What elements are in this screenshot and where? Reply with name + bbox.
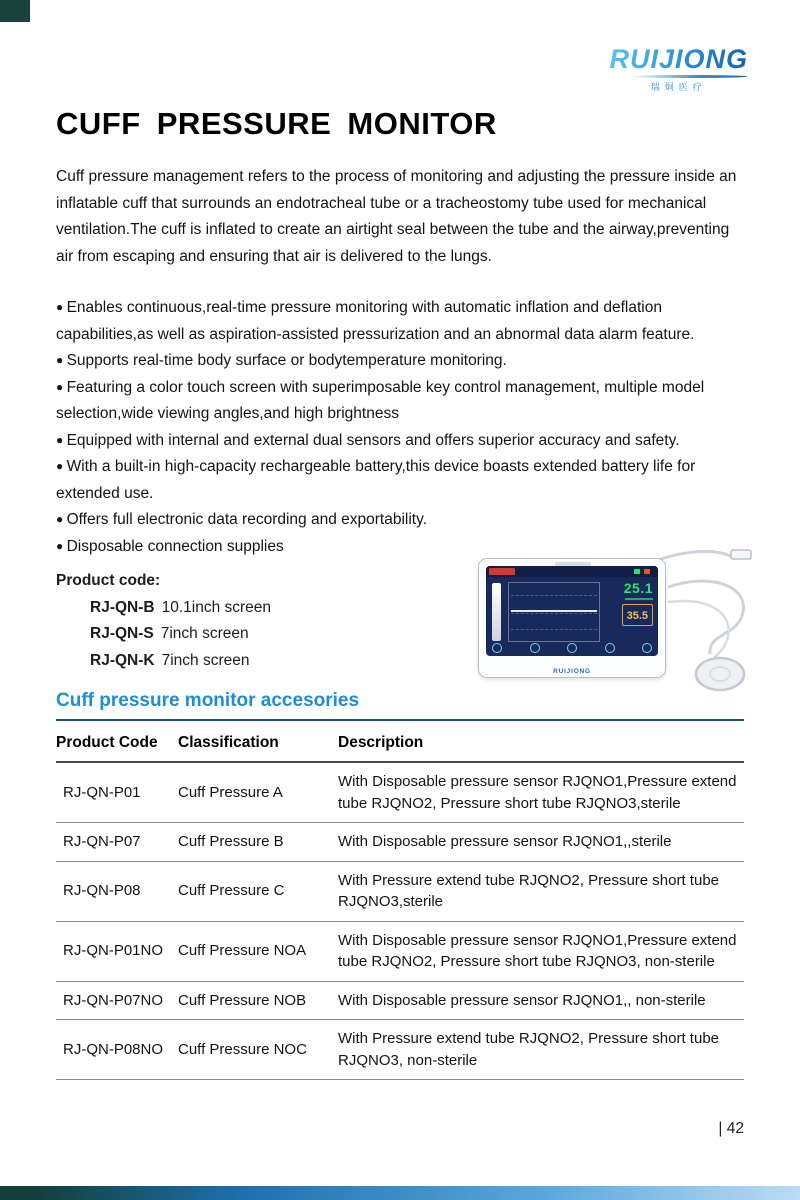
pressure-unit-bar (625, 598, 653, 600)
temperature-box (622, 604, 653, 626)
feature-list (56, 295, 744, 560)
cell-description: With Pressure extend tube RJQNO2, Pressure short tube RJQNO3, non-sterile (328, 1020, 744, 1080)
company-logo (609, 44, 748, 93)
touch-button-icon (605, 643, 615, 653)
cell-description: With Disposable pressure sensor RJQNO1,Pressure extend tube RJQNO2, Pressure short tube RJQNO3, non-sterile (328, 921, 744, 981)
product-image (478, 548, 768, 698)
heading-rule (56, 719, 744, 721)
feature-bullet: ● Supports real-time body surface or bodytemperature monitoring. (56, 348, 744, 375)
logo-swoosh (628, 75, 748, 78)
product-code-value: RJ-QN-B (90, 598, 155, 616)
gridline (511, 629, 597, 630)
product-code-desc: 7inch screen (160, 625, 249, 642)
alarm-indicator (489, 568, 515, 575)
table-row (56, 1020, 744, 1080)
product-code-label: Product code: (56, 572, 161, 589)
cell-description: With Disposable pressure sensor RJQNO1,,sterile (328, 823, 744, 862)
table-row (56, 981, 744, 1020)
feature-bullet: ● With a built-in high-capacity rechargeable battery,this device boasts extended battery life for extended use. (56, 454, 744, 507)
table-row (56, 762, 744, 823)
touch-button-icon (530, 643, 540, 653)
logo-subtitle: 瑞炯医疗 (650, 82, 707, 92)
cell-product-code: RJ-QN-P01 (56, 762, 178, 823)
cell-classification: Cuff Pressure NOC (178, 1020, 328, 1080)
table-row (56, 823, 744, 862)
touch-button-icon (492, 643, 502, 653)
touch-button-icon (567, 643, 577, 653)
intro-paragraph: Cuff pressure management refers to the process of monitoring and adjusting the pressure inside an inflatable cuff that surrounds an endotracheal tube or a tracheostomy tube used for mechanical ventilation.The cuff is inflated to create an airtight seal between the tube and the airway,preventing air from escaping and ensuring that air is delivered to the lungs. (56, 168, 737, 265)
product-code-desc: 10.1inch screen (161, 598, 272, 616)
gridline (511, 595, 597, 596)
header-product-code: Product Code (56, 723, 178, 762)
cell-product-code: RJ-QN-P07NO (56, 981, 178, 1020)
table-row (56, 861, 744, 921)
cell-classification: Cuff Pressure NOB (178, 981, 328, 1020)
product-code-value: RJ-QN-S (90, 625, 154, 642)
header-description: Description (328, 723, 744, 762)
touch-button-row (492, 643, 652, 653)
feature-bullet: ● Enables continuous,real-time pressure monitoring with automatic inflation and deflation capabilities,as well as aspiration-assisted pressurization and an abnormal data alarm feature. (56, 295, 744, 348)
accessories-table (56, 723, 744, 1080)
gridline (511, 613, 597, 614)
cell-classification: Cuff Pressure B (178, 823, 328, 862)
cell-product-code: RJ-QN-P07 (56, 823, 178, 862)
product-code-desc: 7inch screen (161, 651, 250, 669)
cell-classification: Cuff Pressure NOA (178, 921, 328, 981)
feature-bullet: ● Disposable connection supplies (56, 534, 744, 561)
table-row (56, 921, 744, 981)
page-title: CUFF PRESSURE MONITOR (56, 106, 497, 141)
status-indicator-green (634, 569, 640, 574)
device-screen (486, 566, 658, 656)
cell-classification: Cuff Pressure C (178, 861, 328, 921)
cell-description: With Disposable pressure sensor RJQNO1,Pressure extend tube RJQNO2, Pressure short tube RJQNO3,sterile (328, 762, 744, 823)
touch-button-icon (642, 643, 652, 653)
feature-bullet: ● Equipped with internal and external dual sensors and offers superior accuracy and safety. (56, 428, 744, 455)
cell-product-code: RJ-QN-P01NO (56, 921, 178, 981)
page-number: | 42 (718, 1120, 744, 1137)
temperature-readout: 35.5 (626, 610, 648, 622)
cell-product-code: RJ-QN-P08NO (56, 1020, 178, 1080)
device-brand-label: RUIJIONG (553, 668, 591, 675)
cell-description: With Disposable pressure sensor RJQNO1,, non-sterile (328, 981, 744, 1020)
cell-description: With Pressure extend tube RJQNO2, Pressure short tube RJQNO3,sterile (328, 861, 744, 921)
pressure-readout: 25.1 (623, 580, 653, 596)
cuff-pressure-monitor-device (478, 558, 666, 678)
screen-statusbar (486, 566, 658, 577)
table-header-row (56, 723, 744, 762)
logo-text: RUIJIONG (609, 44, 748, 74)
corner-decoration (0, 0, 30, 22)
footer-decoration-bar (0, 1186, 800, 1200)
waveform-plot (508, 582, 600, 642)
accessories-heading: Cuff pressure monitor accesories (56, 690, 360, 711)
cell-classification: Cuff Pressure A (178, 762, 328, 823)
waveform-line (511, 610, 597, 612)
status-indicator-red (644, 569, 650, 574)
pressure-gauge-bar (492, 583, 501, 641)
feature-bullet: ● Offers full electronic data recording and exportability. (56, 507, 744, 534)
screen-values (597, 580, 653, 626)
feature-bullet: ● Featuring a color touch screen with superimposable key control management, multiple model selection,wide viewing angles,and high brightness (56, 375, 744, 428)
cell-product-code: RJ-QN-P08 (56, 861, 178, 921)
header-classification: Classification (178, 723, 328, 762)
product-code-value: RJ-QN-K (90, 651, 155, 669)
